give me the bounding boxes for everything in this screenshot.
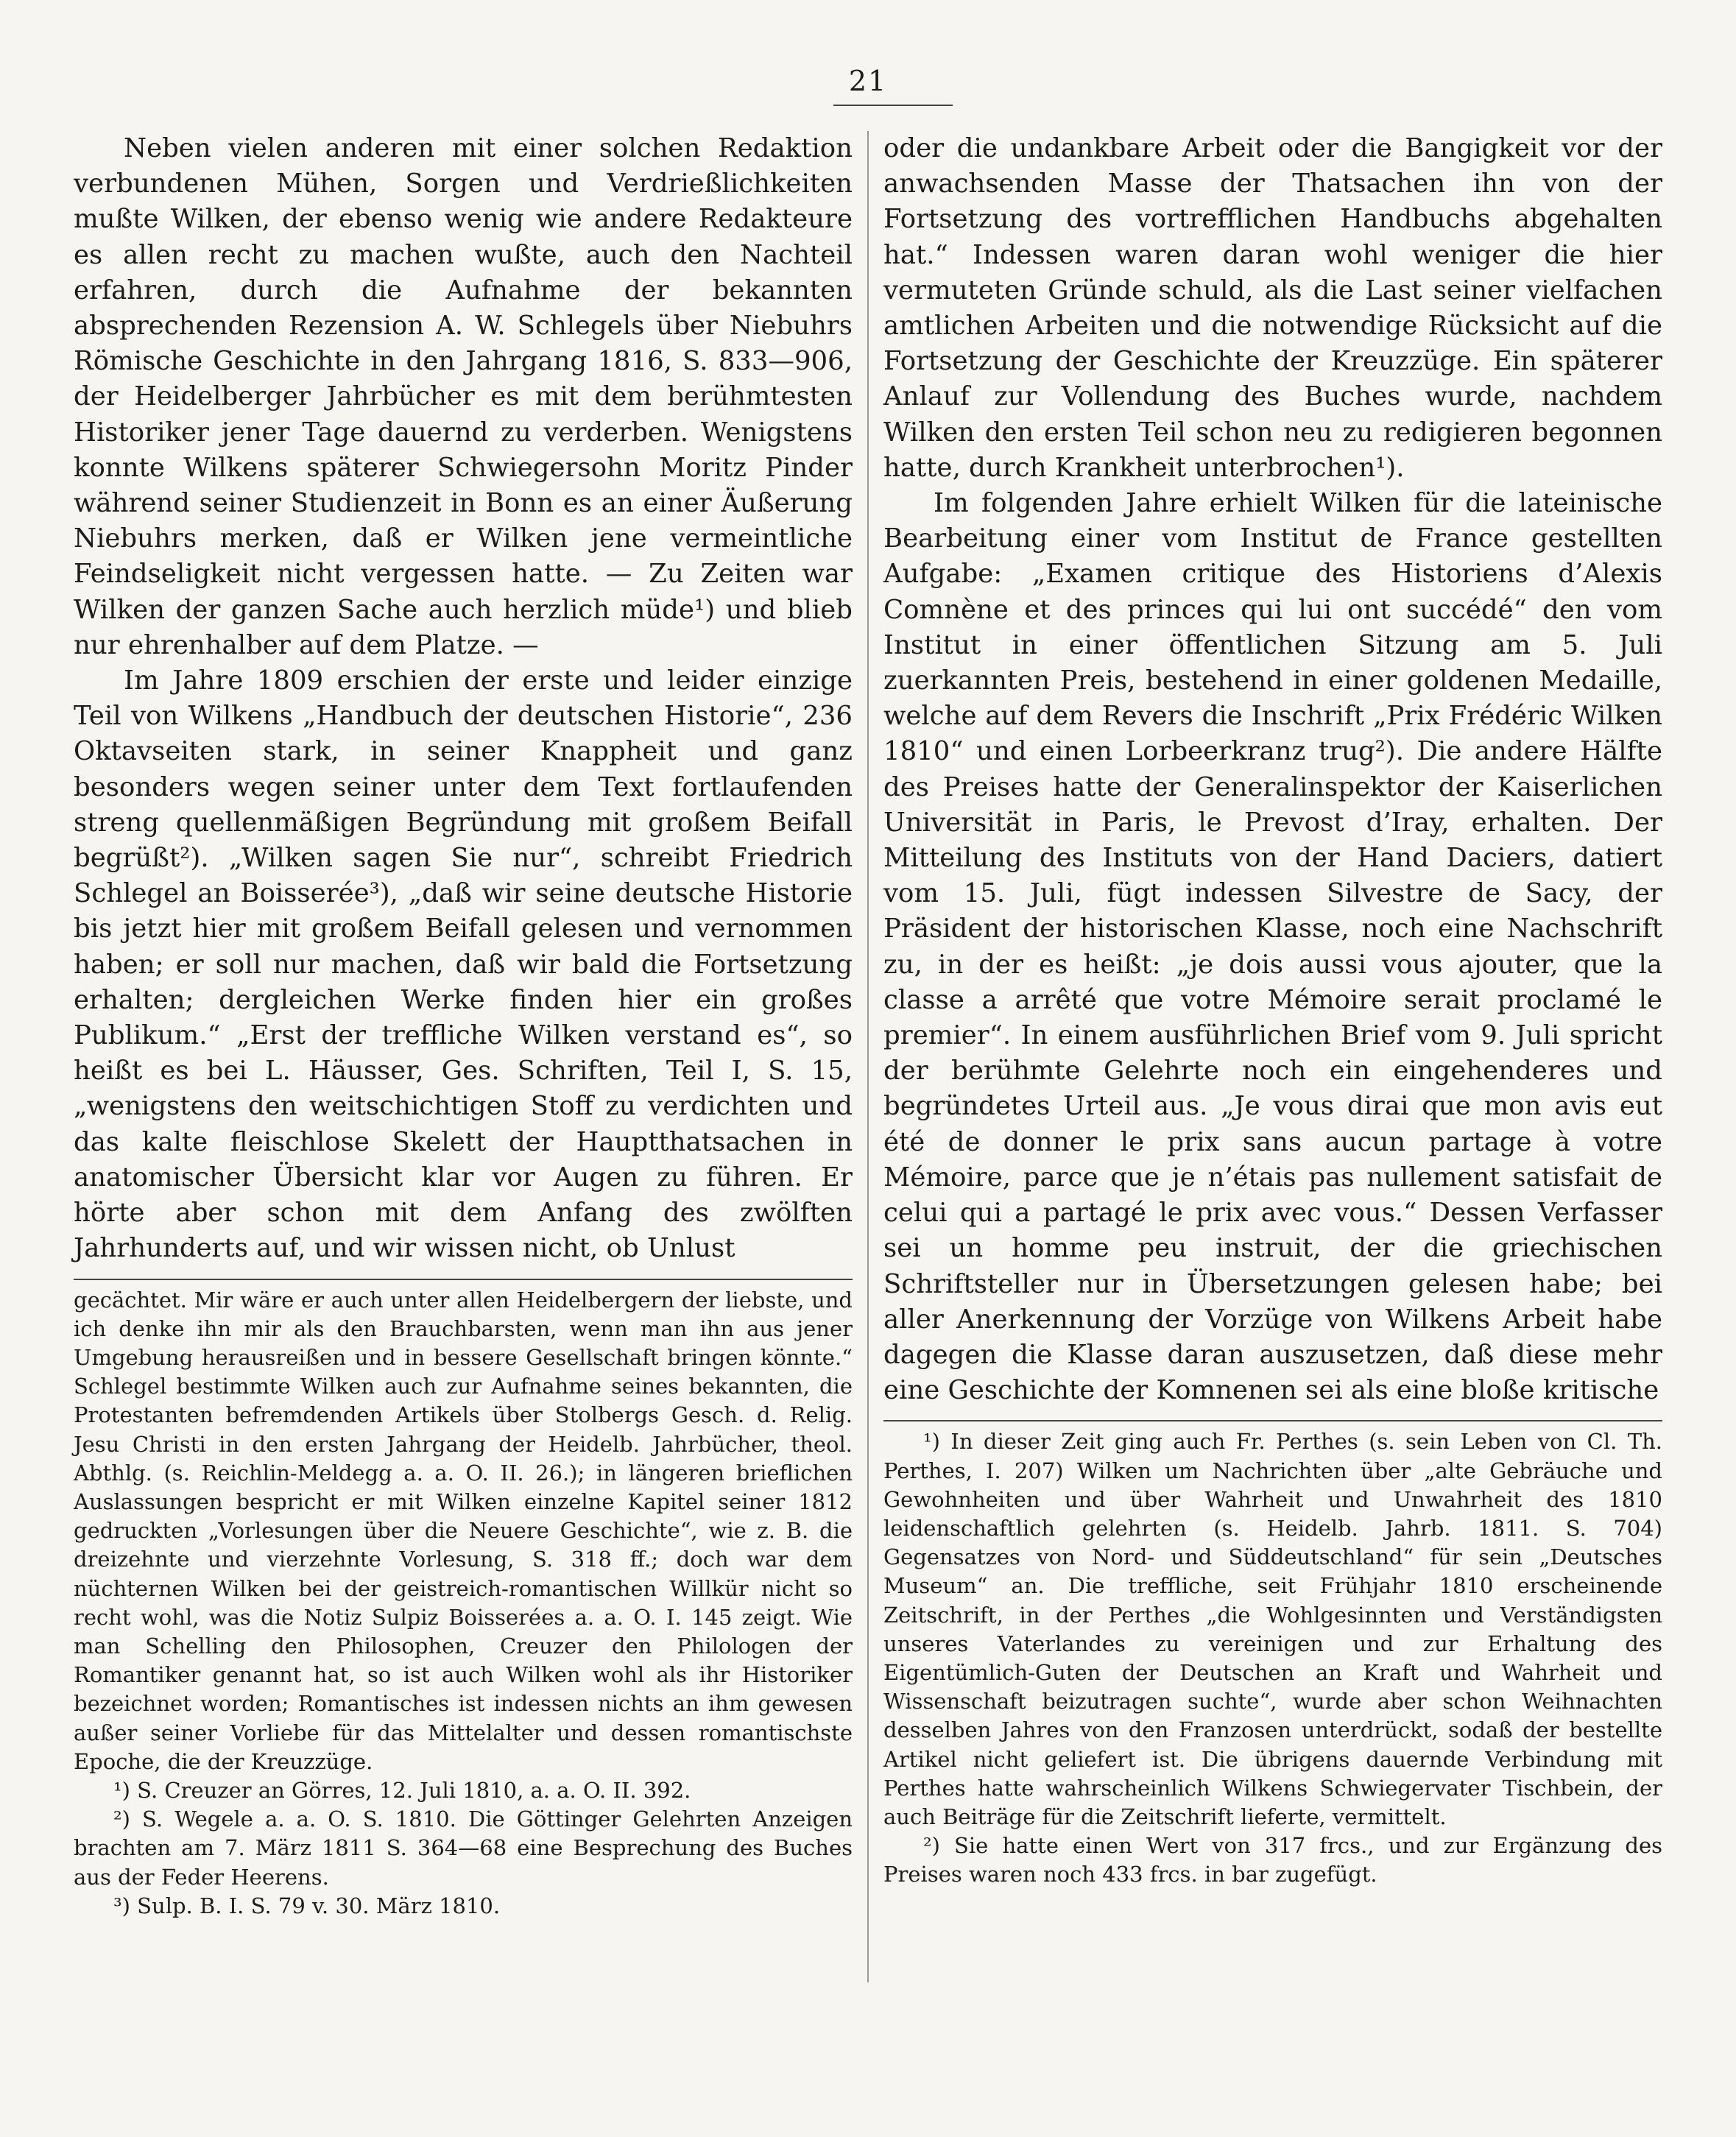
right-paragraph-2: Im folgenden Jahre erhielt Wilken für die lateinische Bearbeitung einer vom Institut de France gestellten Aufgabe: „Examen critique des Historiens d’Alexis Comnène et des princes qui lui ont succédé“ den vom Institut in einer öffentlichen Sitzung am 5. Juli zuerkannten Preis, bestehend in einer goldenen Medaille, welche auf dem Revers die Inschrift „Prix Frédéric Wilken 1810“ und einen Lorbeerkranz trug²). Die andere Hälfte des Preises hatte der Generalinspektor der Kaiserlichen Universität in Paris, le Prevost d’Iray, erhalten. Der Mitteilung des Instituts von der Hand Daciers, datiert vom 15. Juli, fügt indessen Silvestre de Sacy, der Präsident der historischen Klasse, noch eine Nachschrift zu, in der es heißt: „je dois aussi vous ajouter, que la classe a arrêté que votre Mémoire serait proclamé le premier“. In einem ausführlichen Brief vom 9. Juli spricht der berühmte Gelehrte noch ein eingehenderes und begründetes Urteil aus. „Je vous dirai que mon avis eut été de donner le prix sans aucun partage à votre Mémoire, parce que je n’étais pas nullement satisfait de celui qui a partagé le prix avec vous.“ Dessen Verfasser sei un homme peu instruit, der die griechischen Schriftsteller nur in Übersetzungen gelesen habe; bei aller Anerkennung der Vorzüge von Wilkens Arbeit habe dagegen die Klasse daran auszusetzen, daß diese mehr eine Geschichte der Komnenen sei als eine bloße kritische xyxy=(883,488,1662,1406)
right-column xyxy=(883,131,1662,1890)
left-paragraph-1: Neben vielen anderen mit einer solchen Redaktion verbundenen Mühen, Sorgen und Verdrießlichkeiten mußte Wilken, der ebenso wenig wie andere Redakteure es allen recht zu machen wußte, auch den Nachteil erfahren, durch die Aufnahme der bekannten absprechenden Rezension A. W. Schlegels über Niebuhrs Römische Geschichte in den Jahrgang 1816, S. 833—906, der Heidelberger Jahrbücher es mit dem berühmtesten Historiker jener Tage dauernd zu verderben. Wenigstens konnte Wilkens späterer Schwiegersohn Moritz Pinder während seiner Studienzeit in Bonn es an einer Äußerung Niebuhrs merken, daß er Wilken jene vermeintliche Feindseligkeit nicht vergessen hatte. — Zu Zeiten war Wilken der ganzen Sache auch herzlich müde¹) und blieb nur ehrenhalber auf dem Platze. — xyxy=(74,133,853,660)
right-footnote-2: ²) Sie hatte einen Wert von 317 frcs., und zur Ergänzung des Preises waren noch 433 frcs. in bar zugefügt. xyxy=(883,1833,1662,1887)
left-column xyxy=(74,131,853,1921)
left-footnote-rule xyxy=(74,1279,853,1280)
right-body-text xyxy=(883,131,1662,1408)
left-footnote-3: ³) Sulp. B. I. S. 79 v. 30. März 1810. xyxy=(113,1893,501,1918)
page-number: 21 xyxy=(848,65,888,97)
left-footnote-continuation: gecächtet. Mir wäre er auch unter allen Heidelbergern der liebste, und ich denke ihn mir als den Brauchbarsten, wenn man ihn aus jener Umgebung herausreißen und in bessere Gesellschaft bringen könnte.“ Schlegel bestimmte Wilken auch zur Aufnahme seines bekannten, die Protestanten befremdenden Artikels über Stolbergs Gesch. d. Relig. Jesu Christi in den ersten Jahrgang der Heidelb. Jahrbücher, theol. Abthlg. (s. Reichlin-Meldegg a. a. O. II. 26.); in längeren brieflichen Auslassungen bespricht er mit Wilken einzelne Kapitel seiner 1812 gedruckten „Vorlesungen über die Neuere Geschichte“, wie z. B. die dreizehnte und vierzehnte Vorlesung, S. 318 ff.; doch war dem nüchternen Wilken bei der geistreich-romantischen Willkür nicht so recht wohl, was die Notiz Sulpiz Boisserées a. a. O. I. 145 zeigt. Wie man Schelling den Philosophen, Creuzer den Philologen der Romantiker genannt hat, so ist auch Wilken wohl als ihr Historiker bezeichnet worden; Romantisches ist indessen nichts an ihm gewesen außer seiner Vorliebe für das Mittelalter und dessen romantischste Epoche, die der Kreuzzüge. xyxy=(74,1287,853,1774)
left-footnotes xyxy=(74,1286,853,1921)
page-number-rule xyxy=(833,105,953,106)
right-paragraph-1: oder die undankbare Arbeit oder die Bangigkeit vor der anwachsenden Masse der Thatsachen ihn von der Fortsetzung des vortrefflichen Handbuchs abgehalten hat.“ Indessen waren daran wohl weniger die hier vermuteten Gründe schuld, als die Last seiner vielfachen amtlichen Arbeiten und die notwendige Rücksicht auf die Fortsetzung der Geschichte der Kreuzzüge. Ein späterer Anlauf zur Vollendung des Buches wurde, nachdem Wilken den ersten Teil schon neu zu redigieren begonnen hatte, durch Krankheit unterbrochen¹). xyxy=(883,133,1662,483)
right-footnote-rule xyxy=(883,1420,1662,1421)
left-paragraph-2: Im Jahre 1809 erschien der erste und leider einzige Teil von Wilkens „Handbuch der deutschen Historie“, 236 Oktavseiten stark, in seiner Knappheit und ganz besonders wegen seiner unter dem Text fortlaufenden streng quellenmäßigen Begründung mit großem Beifall begrüßt²). „Wilken sagen Sie nur“, schreibt Friedrich Schlegel an Boisserée³), „daß wir seine deutsche Historie bis jetzt hier mit großem Beifall gelesen und vernommen haben; er soll nur machen, daß wir bald die Fortsetzung erhalten; dergleichen Werke finden hier ein großes Publikum.“ „Erst der treffliche Wilken verstand es“, so heißt es bei L. Häusser, Ges. Schriften, Teil I, S. 15, „wenigstens den weitschichtigen Stoff zu verdichten und das kalte fleischlose Skelett der Hauptthatsachen in anatomischer Übersicht klar vor Augen zu führen. Er hörte aber schon mit dem Anfang des zwölften Jahrhunderts auf, und wir wissen nicht, ob Unlust xyxy=(74,665,853,1264)
column-divider xyxy=(867,131,869,1982)
left-body-text xyxy=(74,131,853,1267)
left-footnote-2: ²) S. Wegele a. a. O. S. 1810. Die Göttinger Gelehrten Anzeigen brachten am 7. März 1811 S. 364—68 eine Besprechung des Buches aus der Feder Heerens. xyxy=(74,1806,853,1890)
right-footnotes xyxy=(883,1427,1662,1889)
right-footnote-1: ¹) In dieser Zeit ging auch Fr. Perthes (s. sein Leben von Cl. Th. Perthes, I. 207) Wilken um Nachrichten über „alte Gebräuche und Gewohnheiten und über Wahrheit und Unwahrheit des 1810 leidenschaftlich gelehrten (s. Heidelb. Jahrb. 1811. S. 704) Gegensatzes von Nord- und Süddeutschland“ für sein „Deutsches Museum“ an. Die treffliche, seit Frühjahr 1810 erscheinende Zeitschrift, in der Perthes „die Wohlgesinnten und Verständigsten unseres Vaterlandes zu vereinigen und zur Erhaltung des Eigentümlich-Guten der Deutschen an Kraft und Wahrheit und Wissenschaft beizutragen suchte“, wurde aber schon Weihnachten desselben Jahres von den Franzosen unterdrückt, sodaß der bestellte Artikel nicht geliefert ist. Die übrigens dauernde Verbindung mit Perthes hatte wahrscheinlich Wilkens Schwiegervater Tischbein, der auch Beiträge für die Zeitschrift lieferte, vermittelt. xyxy=(883,1429,1662,1829)
left-footnote-1: ¹) S. Creuzer an Görres, 12. Juli 1810, a. a. O. II. 392. xyxy=(113,1777,691,1803)
